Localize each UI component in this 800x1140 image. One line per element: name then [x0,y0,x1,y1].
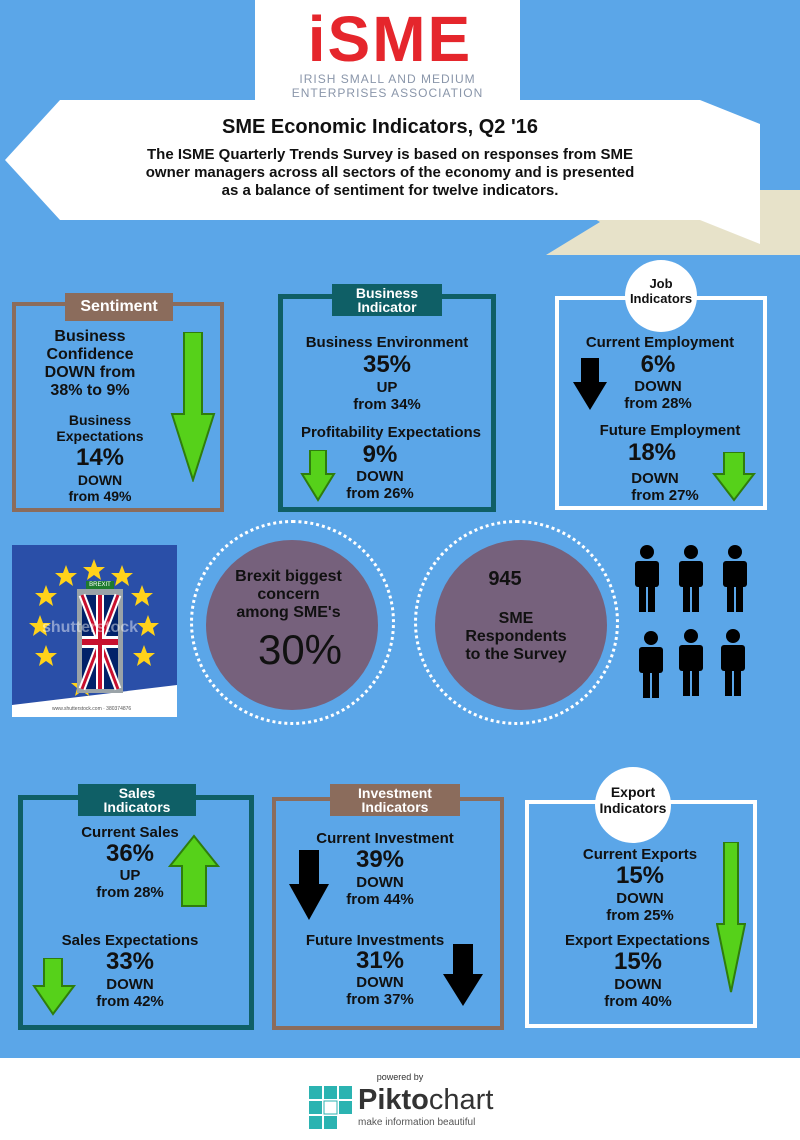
sales-tag-line-2: Indicators [103,799,171,815]
page-title: SME Economic Indicators, Q2 '16 [222,116,538,138]
green-up-arrow-icon [168,834,220,908]
future-investments-block [330,948,430,1008]
piktochart-wordmark [358,1084,493,1116]
isme-logo [255,0,520,105]
sales-expectations-from: from 42% [96,993,164,1010]
sales-expectations-value: 33% [105,948,155,975]
export-expectations-from: from 40% [604,993,672,1010]
brexit-text [216,568,361,622]
business-environment-from: from 34% [353,396,421,413]
business-environment-direction: UP [376,379,398,396]
brexit-line-3: among SME's [236,604,341,621]
black-down-arrow-icon [442,944,484,1008]
future-employment-block [612,440,692,466]
description-line-1: The ISME Quarterly Trends Survey is based on responses from SME [147,146,633,163]
current-exports-label: Current Exports [582,846,698,863]
current-investment-direction: DOWN [356,874,404,891]
profitability-label: Profitability Expectations [300,424,482,441]
door-sign-text: BREXIT [89,582,111,588]
description-line-3: as a balance of sentiment for twelve indicators. [221,182,559,199]
respondents-line-3: to the Survey [465,646,567,663]
future-employment-from: from 27% [631,487,699,504]
piktochart-logo-icon [309,1086,353,1130]
profitability-value: 9% [362,441,398,468]
people-icon [625,540,785,710]
business-environment-value: 35% [362,351,412,378]
powered-by-text: powered by [376,1072,424,1082]
expectations-line-1: Business [68,412,132,428]
future-investments-value: 31% [355,947,405,974]
current-employment-direction: DOWN [634,378,682,395]
expectations-direction: DOWN [77,472,123,488]
green-down-arrow-icon [712,452,756,502]
current-exports-direction: DOWN [616,890,664,907]
current-exports-block [590,862,690,924]
exports-tag [595,784,671,816]
respondents-count: 945 [488,568,522,590]
respondents-line-1: SME [498,610,534,627]
expectations-value: 14% [75,444,125,471]
image-watermark: shutterstock [42,619,139,636]
green-down-arrow-icon [170,332,216,482]
export-expectations-value: 15% [613,948,663,975]
sales-tag-line-1: Sales [118,785,156,801]
investment-tag [330,784,460,816]
logo-subtitle-1: IRISH SMALL AND MEDIUM [299,72,476,86]
current-employment-block [608,352,708,412]
brexit-image [12,545,177,717]
current-investment-block [330,846,430,908]
jobs-tag-line-2: Indicators [629,291,693,306]
investment-tag-line-1: Investment [358,785,432,801]
piktochart-tagline: make information beautiful [358,1117,476,1128]
confidence-line-4: 38% to 9% [50,382,130,399]
jobs-tag [625,276,697,306]
logo-subtitle-2: ENTERPRISES ASSOCIATION [291,86,484,100]
business-expectations-text [35,412,165,504]
future-employment-label: Future Employment [599,422,741,439]
profitability-direction: DOWN [356,468,404,485]
sales-expectations-direction: DOWN [106,976,154,993]
business-confidence-text [25,328,155,400]
brexit-line-2: concern [257,586,320,603]
future-employment-direction: DOWN [631,470,679,487]
jobs-tag-line-1: Job [649,276,673,291]
current-sales-from: from 28% [96,884,164,901]
current-employment-from: from 28% [624,395,692,412]
business-environment-block [282,334,492,413]
logo-wordmark: iSME [307,3,473,75]
description-line-2: owner managers across all sectors of the economy and is presented [145,164,635,181]
current-sales-value: 36% [105,840,155,867]
current-exports-from: from 25% [606,907,674,924]
current-sales-label: Current Sales [81,824,179,841]
sentiment-tag: Sentiment [65,293,173,321]
green-down-arrow-icon [716,842,746,994]
expectations-line-2: Expectations [56,428,144,444]
current-employment-label: Current Employment [585,334,735,351]
export-expectations-label: Export Expectations [564,932,711,949]
respondents-line-2: Respondents [465,628,567,645]
brexit-value: 30% [257,626,343,673]
export-expectations-block [588,948,688,1010]
confidence-line-1: Business [54,328,126,345]
green-down-arrow-icon [300,450,336,502]
business-tag [332,284,442,316]
expectations-from: from 49% [68,488,132,504]
investment-tag-line-2: Indicators [361,799,429,815]
brand-part-a: Pikto [358,1084,429,1116]
black-down-arrow-icon [288,850,330,922]
current-investment-from: from 44% [346,891,414,908]
exports-tag-line-1: Export [610,784,656,800]
business-tag-line-2: Indicator [357,299,417,315]
sales-tag [78,784,196,816]
confidence-line-3: DOWN from [44,364,136,381]
business-tag-line-1: Business [355,285,419,301]
current-investment-label: Current Investment [316,830,454,847]
black-down-arrow-icon [572,358,608,412]
sales-expectations-label: Sales Expectations [61,932,199,949]
confidence-line-2: Confidence [46,346,134,363]
profitability-block [340,442,420,502]
profitability-from: from 26% [346,485,414,502]
brand-part-b: chart [428,1084,494,1116]
image-caption: www.shutterstock.com · 380374876 [52,706,132,712]
future-investments-direction: DOWN [356,974,404,991]
sales-expectations-block [80,948,180,1010]
green-down-arrow-icon [32,958,76,1016]
current-exports-value: 15% [615,862,665,889]
current-sales-direction: UP [119,867,141,884]
brexit-circle [206,540,378,710]
current-investment-value: 39% [355,846,405,873]
current-employment-value: 6% [640,351,676,378]
future-investments-from: from 37% [346,991,414,1008]
future-employment-value: 18% [627,439,677,466]
brexit-line-1: Brexit biggest [235,568,342,585]
export-expectations-direction: DOWN [614,976,662,993]
respondents-text [446,610,586,664]
exports-tag-line-2: Indicators [599,800,667,816]
business-environment-label: Business Environment [305,334,469,351]
future-investments-label: Future Investments [305,932,445,949]
